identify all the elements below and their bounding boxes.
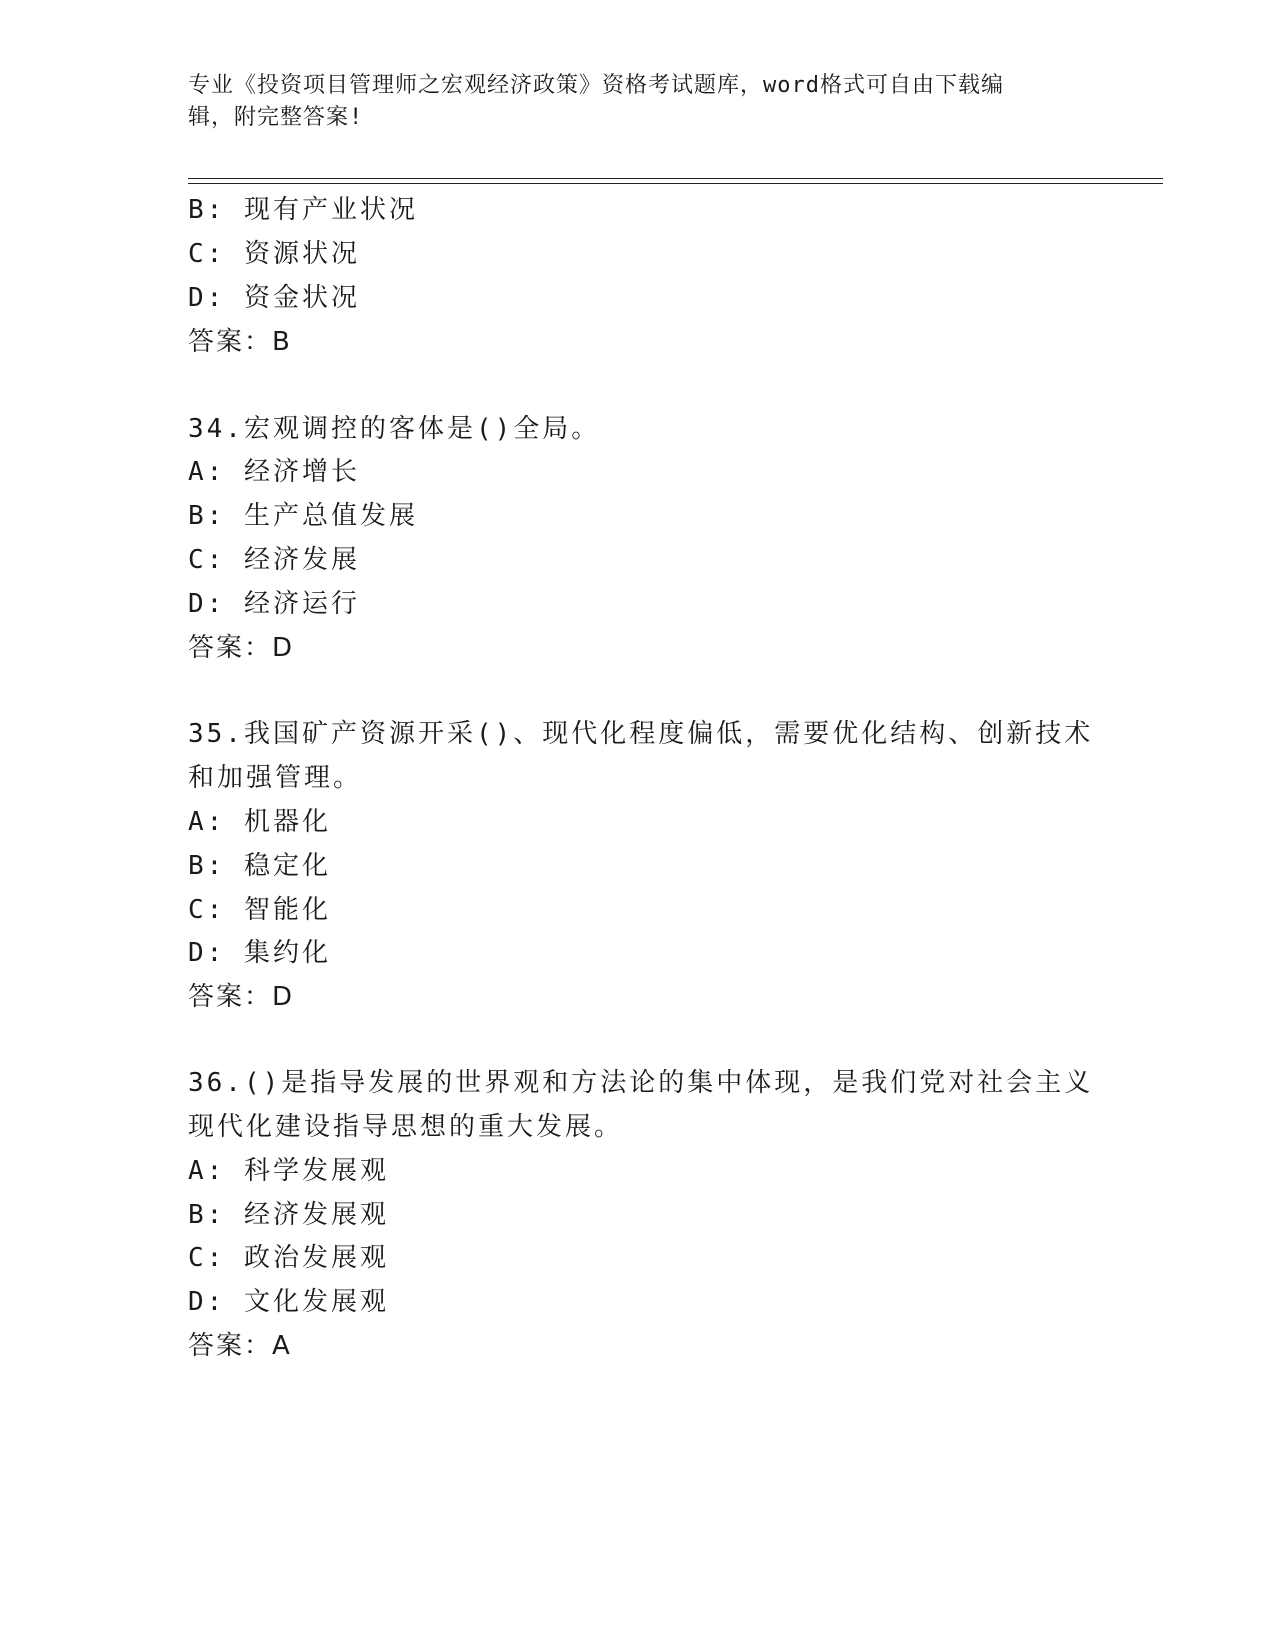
header-divider-bottom	[188, 183, 1163, 184]
header-line-2: 辑，附完整答案!	[188, 105, 364, 130]
header-divider-top	[188, 178, 1163, 179]
q35-option-d: D: 集约化	[188, 938, 331, 968]
q35-stem-line-1: 35.我国矿产资源开采()、现代化程度偏低，需要优化结构、创新技术	[188, 719, 1094, 749]
q34-option-a: A: 经济增长	[188, 457, 360, 487]
q34-option-b: B: 生产总值发展	[188, 501, 418, 531]
q35-option-c: C: 智能化	[188, 895, 331, 925]
q36-option-c: C: 政治发展观	[188, 1243, 389, 1273]
q35-option-a: A: 机器化	[188, 807, 331, 837]
q36-answer: 答案：A	[188, 1331, 292, 1361]
q36-stem-line-2: 现代化建设指导思想的重大发展。	[188, 1112, 624, 1142]
q34-option-d: D: 经济运行	[188, 589, 360, 619]
q36-option-b: B: 经济发展观	[188, 1200, 389, 1230]
q33-option-b: B: 现有产业状况	[188, 195, 418, 225]
document-header	[188, 70, 1068, 134]
q36-option-d: D: 文化发展观	[188, 1287, 389, 1317]
q33-option-d: D: 资金状况	[188, 283, 360, 313]
q36-option-a: A: 科学发展观	[188, 1156, 389, 1186]
q33-answer: 答案：B	[188, 327, 292, 357]
q34-option-c: C: 经济发展	[188, 545, 360, 575]
q33-option-c: C: 资源状况	[188, 239, 360, 269]
q35-option-b: B: 稳定化	[188, 851, 331, 881]
q35-answer: 答案：D	[188, 982, 295, 1012]
q34-answer: 答案：D	[188, 633, 295, 663]
q36-stem-line-1: 36.()是指导发展的世界观和方法论的集中体现，是我们党对社会主义	[188, 1068, 1094, 1098]
header-line-1: 专业《投资项目管理师之宏观经济政策》资格考试题库，word格式可自由下载编	[188, 73, 1004, 98]
q35-stem-line-2: 和加强管理。	[188, 763, 363, 793]
q34-stem: 34.宏观调控的客体是()全局。	[188, 414, 601, 444]
